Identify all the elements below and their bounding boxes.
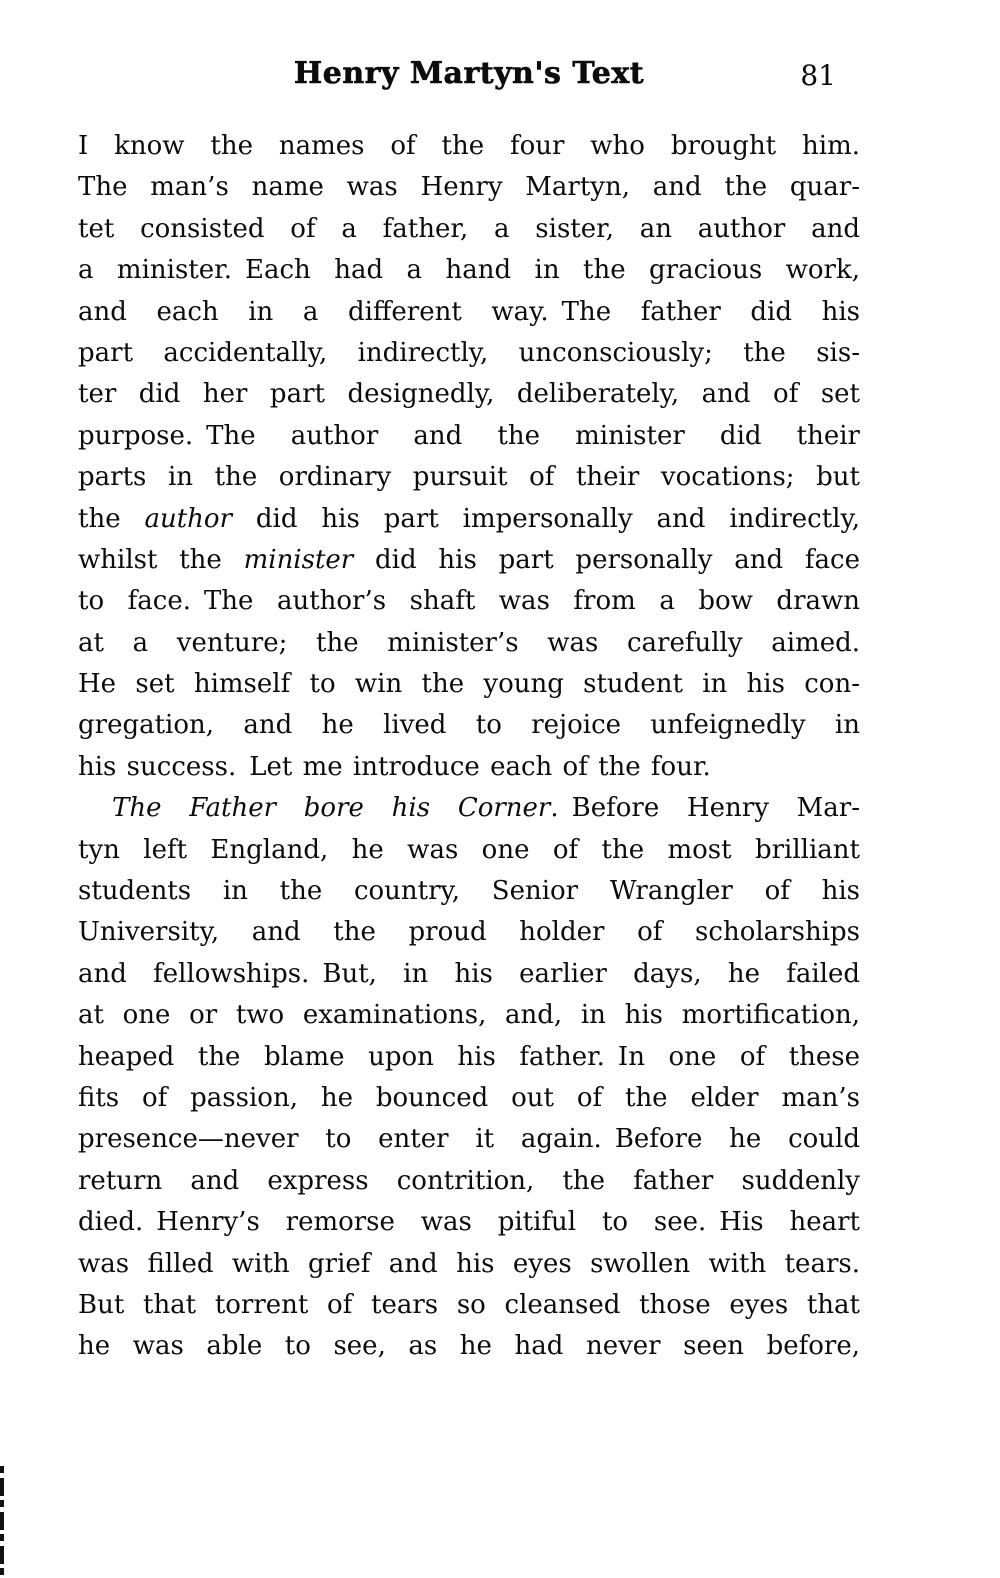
text-line: ter did her part designedly, deliberately, and of set	[78, 379, 860, 410]
text-line: his success. Let me introduce each of the four.	[78, 751, 711, 782]
page-number: 81	[800, 59, 836, 92]
text-line: he was able to see, as he had never seen before,	[78, 1331, 860, 1362]
text-line: The Father bore his Corner. Before Henry Mar-	[112, 793, 860, 824]
text-line: University, and the proud holder of scholarships	[78, 917, 860, 948]
text-line: return and express contrition, the father suddenly	[78, 1165, 860, 1196]
page-header	[78, 56, 860, 96]
scan-artifact-mark	[0, 1466, 4, 1578]
text-line: was filled with grief and his eyes swollen with tears.	[78, 1248, 860, 1279]
text-line: whilst the minister did his part personally and face	[78, 544, 860, 575]
text-line: died. Henry’s remorse was pitiful to see. His heart	[78, 1207, 860, 1238]
text-line: parts in the ordinary pursuit of their vocations; but	[78, 462, 860, 493]
text-line: The man’s name was Henry Martyn, and the quar-	[78, 172, 860, 203]
text-line: part accidentally, indirectly, unconsciously; the sis-	[78, 337, 860, 368]
text-line: He set himself to win the young student in his con-	[78, 669, 860, 700]
text-line: the author did his part impersonally and indirectly,	[78, 503, 860, 534]
page-body	[78, 126, 860, 1368]
text-line: tyn left England, he was one of the most brilliant	[78, 834, 860, 865]
text-line: heaped the blame upon his father. In one of these	[78, 1041, 860, 1072]
running-title: Henry Martyn's Text	[293, 56, 645, 91]
text-line: to face. The author’s shaft was from a bow drawn	[78, 586, 860, 617]
text-line: tet consisted of a father, a sister, an author and	[78, 213, 860, 244]
text-line: and fellowships. But, in his earlier days, he failed	[78, 958, 860, 989]
text-line: gregation, and he lived to rejoice unfeignedly in	[78, 710, 860, 741]
text-line: a minister. Each had a hand in the gracious work,	[78, 255, 860, 286]
text-line: presence—never to enter it again. Before he could	[78, 1124, 860, 1155]
text-line: I know the names of the four who brought him.	[78, 131, 860, 161]
text-line: purpose. The author and the minister did their	[78, 420, 860, 451]
text-line: at a venture; the minister’s was carefully aimed.	[78, 627, 860, 658]
text-line: and each in a different way. The father did his	[78, 296, 860, 327]
text-line: students in the country, Senior Wrangler of his	[78, 876, 860, 907]
text-line: But that torrent of tears so cleansed those eyes that	[78, 1289, 860, 1320]
text-line: fits of passion, he bounced out of the elder man’s	[78, 1082, 860, 1113]
text-line: at one or two examinations, and, in his mortification,	[78, 1000, 860, 1031]
